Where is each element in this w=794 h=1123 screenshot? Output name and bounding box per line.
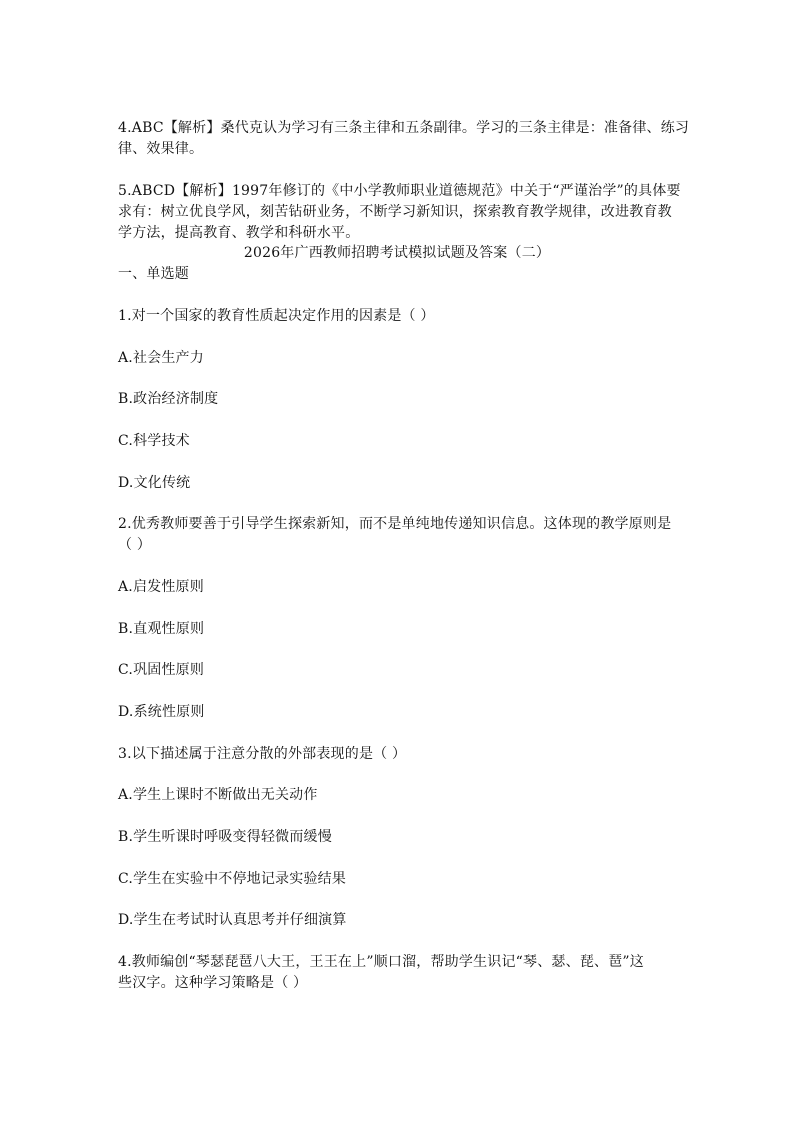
- question-3-option-b: B.学生听课时呼吸变得轻微而缓慢: [118, 829, 332, 845]
- question-2-option-d: D.系统性原则: [118, 704, 205, 720]
- answer-4-line-1: 4.ABC【解析】桑代克认为学习有三条主律和五条副律。学习的三条主律是：准备律、练习: [118, 120, 690, 136]
- answer-5-line-1: 5.ABCD【解析】1997年修订的《中小学教师职业道德规范》中关于“严谨治学”的具体要: [118, 183, 681, 199]
- question-1-option-b: B.政治经济制度: [118, 391, 219, 407]
- question-2-option-a: A.启发性原则: [118, 579, 204, 595]
- question-1-stem: 1.对一个国家的教育性质起决定作用的因素是（ ）: [118, 308, 435, 324]
- question-2-stem-line-2: （ ）: [118, 537, 152, 553]
- question-1-option-c: C.科学技术: [118, 433, 190, 449]
- exam-title: 2026年广西教师招聘考试模拟试题及答案（二）: [243, 245, 551, 261]
- answer-5-line-2: 求有：树立优良学风，刻苦钻研业务，不断学习新知识，探索教育教学规律，改进教育教: [118, 204, 672, 220]
- question-1-option-d: D.文化传统: [118, 475, 191, 491]
- question-2-option-c: C.巩固性原则: [118, 662, 205, 678]
- question-3-stem: 3.以下描述属于注意分散的外部表现的是（ ）: [118, 746, 407, 762]
- answer-5-line-3: 学方法，提高教育、教学和科研水平。: [118, 225, 360, 241]
- section-heading: 一、单选题: [118, 266, 189, 282]
- answer-4-line-2: 律、效果律。: [118, 141, 204, 157]
- question-3-option-a: A.学生上课时不断做出无关动作: [118, 787, 318, 803]
- question-4-stem-line-2: 些汉字。这种学习策略是（ ）: [118, 975, 308, 991]
- question-3-option-d: D.学生在考试时认真思考并仔细演算: [118, 912, 347, 928]
- question-4-stem-line-1: 4.教师编创“琴瑟琵琶八大王，王王在上”顺口溜，帮助学生识记“琴、瑟、琵、琶”这: [118, 954, 644, 970]
- question-1-option-a: A.社会生产力: [118, 350, 204, 366]
- question-2-option-b: B.直观性原则: [118, 621, 205, 637]
- question-2-stem-line-1: 2.优秀教师要善于引导学生探索新知，而不是单纯地传递知识信息。这体现的教学原则是: [118, 516, 672, 532]
- question-3-option-c: C.学生在实验中不停地记录实验结果: [118, 871, 347, 887]
